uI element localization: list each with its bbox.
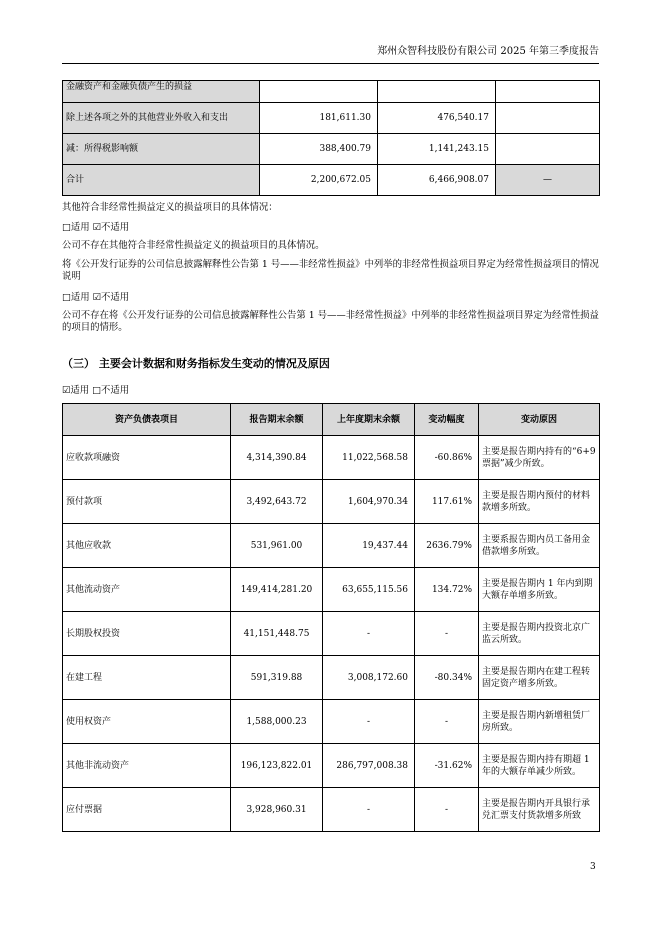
paragraph-reclassification: 将《公开发行证券的公司信息披露解释性公告第 1 号——非经常性损益》中列举的非经常性损益项目界定为经常性损益项目的情况说明	[62, 259, 599, 282]
reason-cell: 主要是报告期内在建工程转固定资产增多所致。	[479, 656, 600, 700]
end-balance-cell: 1,588,000.23	[231, 700, 323, 744]
balance-sheet-changes-table	[62, 403, 600, 832]
row-label: 减：所得税影响额	[63, 134, 260, 165]
column-header: 变动原因	[479, 404, 600, 436]
applicability-note: □适用 ☑不适用	[62, 292, 130, 303]
end-balance-cell: 3,928,960.31	[231, 788, 323, 832]
item-cell: 应收款项融资	[63, 436, 231, 480]
end-balance-cell: 3,492,643.72	[231, 480, 323, 524]
paragraph-other-items: 其他符合非经常性损益定义的损益项目的具体情况：	[62, 202, 278, 213]
table-row	[63, 81, 600, 103]
table-row	[63, 480, 600, 524]
table-header-row	[63, 404, 600, 436]
row-label: 除上述各项之外的其他营业外收入和支出	[63, 103, 260, 134]
prev-balance-cell: 286,797,008.38	[323, 744, 415, 788]
prev-balance-cell: 3,008,172.60	[323, 656, 415, 700]
column-header: 上年度期末余额	[323, 404, 415, 436]
row-label: 金融资产和金融负债产生的损益	[63, 81, 260, 103]
change-cell: -	[415, 612, 479, 656]
current-period-value: 181,611.30	[260, 103, 378, 134]
column-header: 资产负债表项目	[63, 404, 231, 436]
current-period-value: 388,400.79	[260, 134, 378, 165]
section-heading: （三） 主要会计数据和财务指标发生变动的情况及原因	[62, 357, 330, 370]
reason-cell: 主要是报告期内开具银行承兑汇票支付货款增多所致	[479, 788, 600, 832]
table-row	[63, 436, 600, 480]
table-row	[63, 165, 600, 196]
table-row	[63, 700, 600, 744]
end-balance-cell: 196,123,822.01	[231, 744, 323, 788]
reason-cell: 主要是报告期内持有期超 1 年的大额存单减少所致。	[479, 744, 600, 788]
item-cell: 其他非流动资产	[63, 744, 231, 788]
ytd-value: 6,466,908.07	[378, 165, 496, 196]
column-header: 报告期末余额	[231, 404, 323, 436]
prev-balance-cell: -	[323, 700, 415, 744]
change-cell: -	[415, 788, 479, 832]
prev-balance-cell: -	[323, 788, 415, 832]
row-label: 合计	[63, 165, 260, 196]
table-row	[63, 744, 600, 788]
change-cell: -80.34%	[415, 656, 479, 700]
change-cell: 117.61%	[415, 480, 479, 524]
reason-cell: 主要系报告期内员工备用金借款增多所致。	[479, 524, 600, 568]
table-row	[63, 524, 600, 568]
item-cell: 应付票据	[63, 788, 231, 832]
table-row	[63, 612, 600, 656]
paragraph-no-reclassification: 公司不存在将《公开发行证券的公司信息披露解释性公告第 1 号——非经常性损益》中列举的非经常性损益项目界定为经常性损益的项目的情形。	[62, 310, 599, 333]
reason-cell: 主要是报告期内新增租赁厂房所致。	[479, 700, 600, 744]
table-row	[63, 134, 600, 165]
change-cell: 134.72%	[415, 568, 479, 612]
non-recurring-gains-table	[62, 80, 600, 196]
header-rule	[62, 63, 599, 64]
applicability-note: ☑适用 □不适用	[62, 385, 130, 396]
applicability-note: □适用 ☑不适用	[62, 222, 130, 233]
ytd-value	[378, 81, 496, 103]
change-cell: -31.62%	[415, 744, 479, 788]
paragraph-no-other-items: 公司不存在其他符合非经常性损益定义的损益项目的具体情况。	[62, 240, 325, 251]
item-cell: 使用权资产	[63, 700, 231, 744]
current-period-value	[260, 81, 378, 103]
end-balance-cell: 149,414,281.20	[231, 568, 323, 612]
change-cell: -60.86%	[415, 436, 479, 480]
ytd-value: 476,540.17	[378, 103, 496, 134]
end-balance-cell: 531,961.00	[231, 524, 323, 568]
end-balance-cell: 41,151,448.75	[231, 612, 323, 656]
prev-balance-cell: 63,655,115.56	[323, 568, 415, 612]
reason-cell: 主要是报告期内预付的材料款增多所致。	[479, 480, 600, 524]
remark	[496, 134, 600, 165]
table-row	[63, 656, 600, 700]
page-number: 3	[590, 862, 596, 872]
prev-balance-cell: 11,022,568.58	[323, 436, 415, 480]
remark: —	[496, 165, 600, 196]
table-row	[63, 788, 600, 832]
reason-cell: 主要是报告期内 1 年内到期大额存单增多所致。	[479, 568, 600, 612]
ytd-value: 1,141,243.15	[378, 134, 496, 165]
document-header: 郑州众智科技股份有限公司 2025 年第三季度报告	[377, 46, 599, 57]
table-row	[63, 103, 600, 134]
item-cell: 其他应收款	[63, 524, 231, 568]
end-balance-cell: 4,314,390.84	[231, 436, 323, 480]
reason-cell: 主要是报告期内持有的“6+9 票据”减少所致。	[479, 436, 600, 480]
remark	[496, 81, 600, 103]
table-row	[63, 568, 600, 612]
end-balance-cell: 591,319.88	[231, 656, 323, 700]
item-cell: 预付款项	[63, 480, 231, 524]
remark	[496, 103, 600, 134]
item-cell: 长期股权投资	[63, 612, 231, 656]
prev-balance-cell: 1,604,970.34	[323, 480, 415, 524]
column-header: 变动幅度	[415, 404, 479, 436]
prev-balance-cell: -	[323, 612, 415, 656]
item-cell: 在建工程	[63, 656, 231, 700]
change-cell: -	[415, 700, 479, 744]
current-period-value: 2,200,672.05	[260, 165, 378, 196]
prev-balance-cell: 19,437.44	[323, 524, 415, 568]
reason-cell: 主要是报告期内投资北京广监云所致。	[479, 612, 600, 656]
change-cell: 2636.79%	[415, 524, 479, 568]
item-cell: 其他流动资产	[63, 568, 231, 612]
